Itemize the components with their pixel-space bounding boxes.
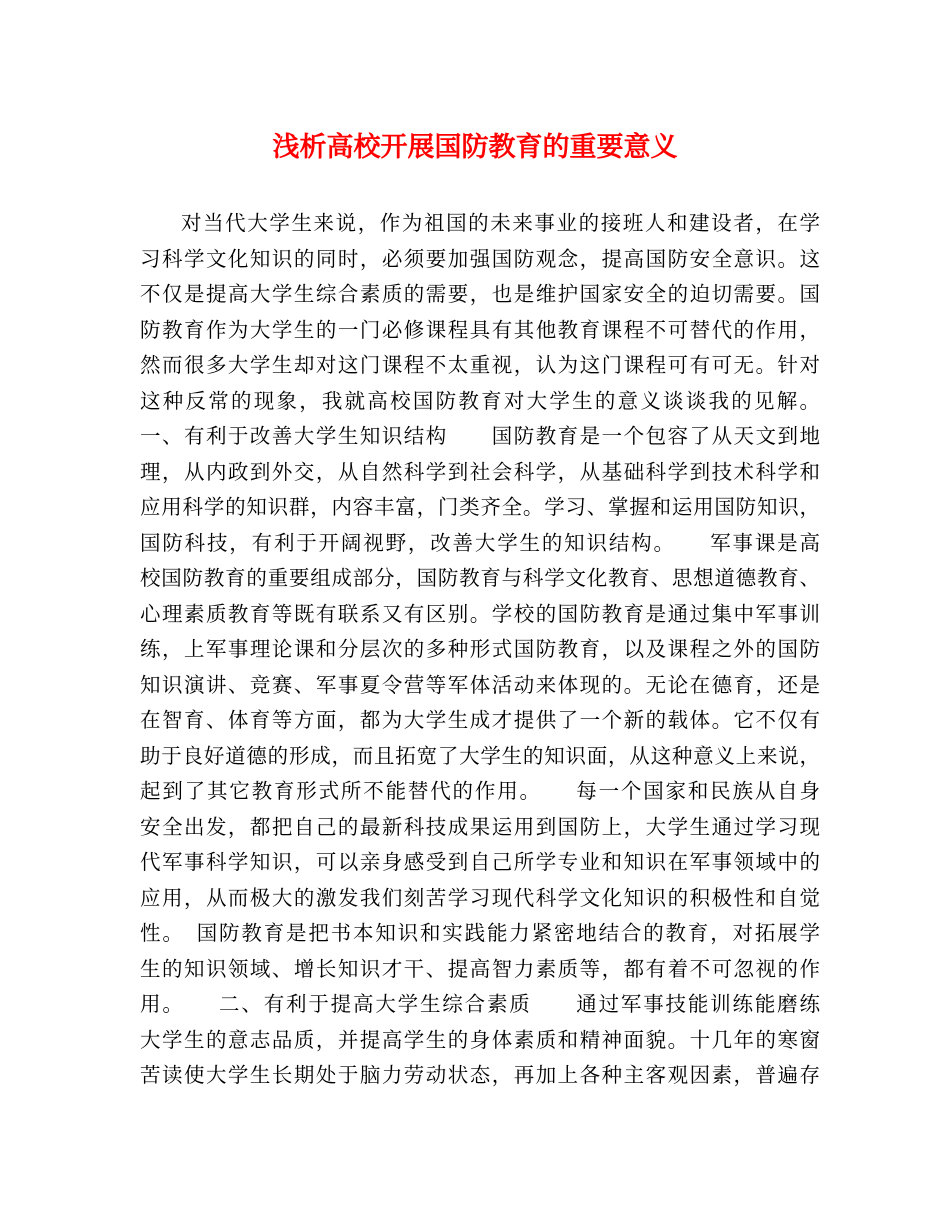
body-line: 知识演讲、竞赛、军事夏令营等军体活动来体现的。无论在德育，还是 — [140, 672, 820, 697]
body-line: 生的知识领域、增长知识才干、提高智力素质等，都有着不可忽视的作 — [140, 956, 820, 981]
body-line: 心理素质教育等既有联系又有区别。学校的国防教育是通过集中军事训 — [140, 601, 820, 626]
body-line: 练，上军事理论课和分层次的多种形式国防教育，以及课程之外的国防 — [140, 637, 820, 661]
body-line: 苦读使大学生长期处于脑力劳动状态，再加上各种主客观因素，普遍存 — [140, 1063, 820, 1087]
document-title: 浅析高校开展国防教育的重要意义 — [272, 132, 678, 163]
body-line: 一、有利于改善大学生知识结构 国防教育是一个包容了从天文到地 — [140, 424, 820, 448]
body-line: 在智育、体育等方面，都为大学生成才提供了一个新的载体。它不仅有 — [140, 708, 820, 732]
body-line: 安全出发，都把自己的最新科技成果运用到国防上，大学生通过学习现 — [140, 814, 820, 839]
body-line: 国防科技，有利于开阔视野，改善大学生的知识结构。 军事课是高 — [140, 530, 820, 555]
body-line: 大学生的意志品质，并提高学生的身体素质和精神面貌。十几年的寒窗 — [140, 1027, 820, 1052]
body-line: 起到了其它教育形式所不能替代的作用。 每一个国家和民族从自身 — [140, 779, 820, 803]
body-line: 应用科学的知识群，内容丰富，门类齐全。学习、掌握和运用国防知识， — [140, 495, 820, 519]
body-line: 然而很多大学生却对这门课程不太重视，认为这门课程可有可无。针对 — [140, 353, 820, 377]
body-line: 用。 二、有利于提高大学生综合素质 通过军事技能训练能磨练 — [140, 992, 820, 1016]
body-line: 理，从内政到外交，从自然科学到社会科学，从基础科学到技术科学和 — [140, 459, 820, 484]
body-line: 助于良好道德的形成，而且拓宽了大学生的知识面，从这种意义上来说， — [140, 743, 820, 768]
body-line: 代军事科学知识，可以亲身感受到自己所学专业和知识在军事领域中的 — [140, 850, 820, 874]
document-body — [140, 206, 820, 1094]
body-line: 防教育作为大学生的一门必修课程具有其他教育课程不可替代的作用， — [140, 317, 820, 342]
body-line: 这种反常的现象，我就高校国防教育对大学生的意义谈谈我的见解。 — [140, 388, 820, 413]
body-line: 习科学文化知识的同时，必须要加强国防观念，提高国防安全意识。这 — [140, 246, 820, 271]
body-line: 校国防教育的重要组成部分，国防教育与科学文化教育、思想道德教育、 — [140, 566, 820, 590]
body-line: 应用，从而极大的激发我们刻苦学习现代科学文化知识的积极性和自觉 — [140, 885, 820, 910]
body-line: 对当代大学生来说，作为祖国的未来事业的接班人和建设者，在学 — [181, 211, 820, 235]
body-line: 不仅是提高大学生综合素质的需要，也是维护国家安全的迫切需要。国 — [140, 282, 820, 306]
body-line: 性。 国防教育是把书本知识和实践能力紧密地结合的教育，对拓展学 — [140, 921, 820, 945]
